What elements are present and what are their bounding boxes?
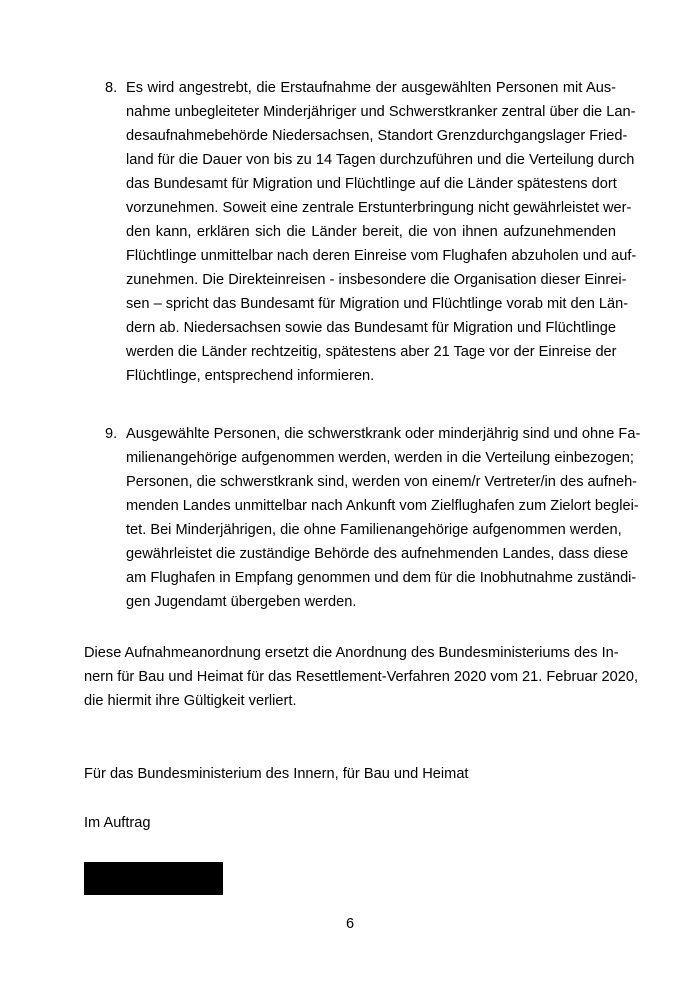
text-line: nahme unbegleiteter Minderjähriger und Schwerstkranker zentral über die Lan- (126, 104, 636, 120)
list-item-9 (84, 422, 641, 614)
on-behalf-line: Im Auftrag (84, 815, 151, 831)
text-line: vorzunehmen. Soweit eine zentrale Erstunterbringung nicht gewährleistet wer- (126, 200, 632, 216)
text-line: Diese Aufnahmeanordnung ersetzt die Anordnung des Bundesministeriums des In- (84, 645, 619, 661)
list-item-8 (84, 76, 637, 388)
text-line: nern für Bau und Heimat für das Resettlement-Verfahren 2020 vom 21. Februar 2020, (84, 669, 639, 685)
text-line: Flüchtlinge, entsprechend informieren. (126, 368, 375, 384)
text-line: am Flughafen in Empfang genommen und dem für die Inobhutnahme zuständi- (126, 570, 637, 586)
list-item-text (126, 422, 641, 614)
text-line: Personen, die schwerstkrank sind, werden von einem/r Vertreter/in des aufneh- (126, 474, 638, 490)
text-line: milienangehörige aufgenommen werden, werden in die Verteilung einbezogen; (126, 450, 634, 466)
closing-paragraph (84, 641, 639, 713)
text-line: menden Landes unmittelbar nach Ankunft vom Zielflughafen zum Zielort beglei- (126, 498, 639, 514)
text-line: Ausgewählte Personen, die schwerstkrank oder minderjährig sind und ohne Fa- (126, 426, 641, 442)
text-line: desaufnahmebehörde Niedersachsen, Standort Grenzdurchgangslager Fried- (126, 128, 628, 144)
text-line: das Bundesamt für Migration und Flüchtlinge auf die Länder spätestens dort (126, 176, 617, 192)
text-line: gen Jugendamt übergeben werden. (126, 594, 357, 610)
text-line: die hiermit ihre Gültigkeit verliert. (84, 693, 297, 709)
text-line: werden die Länder rechtzeitig, spätestens aber 21 Tage vor der Einreise der (126, 344, 617, 360)
text-line: land für die Dauer von bis zu 14 Tagen durchzuführen und die Verteilung durch (126, 152, 635, 168)
text-line: zunehmen. Die Direkteinreisen - insbesondere die Organisation dieser Einrei- (126, 272, 627, 288)
page-number: 6 (345, 916, 355, 932)
text-line: dern ab. Niedersachsen sowie das Bundesamt für Migration und Flüchtlinge (126, 320, 616, 336)
text-line: gewährleistet die zuständige Behörde des aufnehmenden Landes, dass diese (126, 546, 629, 562)
text-line: den kann, erklären sich die Länder bereit, die von ihnen aufzunehmenden (126, 224, 616, 240)
list-item-number: 9. (105, 426, 118, 442)
list-item-text (126, 76, 637, 388)
list-item-number: 8. (105, 80, 118, 96)
ministry-signature-line: Für das Bundesministerium des Innern, für Bau und Heimat (84, 766, 469, 782)
text-line: Es wird angestrebt, die Erstaufnahme der ausgewählten Personen mit Aus- (126, 80, 616, 96)
redacted-signature (84, 862, 223, 895)
text-line: sen – spricht das Bundesamt für Migration und Flüchtlinge vorab mit den Län- (126, 296, 629, 312)
text-line: tet. Bei Minderjährigen, die ohne Familienangehörige aufgenommen werden, (126, 522, 622, 538)
text-line: Flüchtlinge unmittelbar nach deren Einreise vom Flughafen abzuholen und auf- (126, 248, 637, 264)
